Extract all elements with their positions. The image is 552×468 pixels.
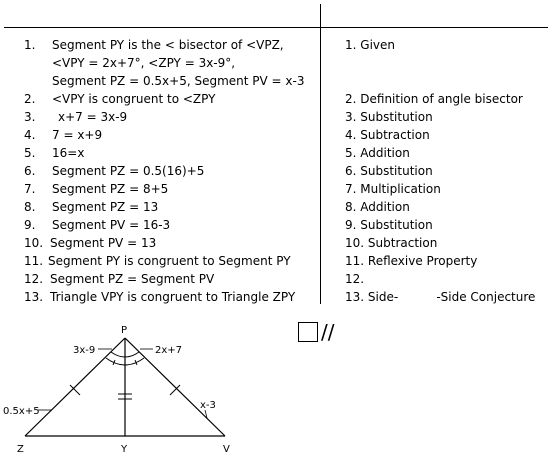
statement-12: Segment PZ = Segment PV [50,272,215,286]
statement-10: Segment PV = 13 [50,236,157,250]
reason-7: 7. Multiplication [345,182,441,196]
angle-left-label: 3x-9 [73,345,96,356]
statement-13-num: 13. [24,290,44,304]
column-divider [320,4,321,304]
triangle-figure [0,318,250,464]
statement-6: Segment PZ = 0.5(16)+5 [52,164,205,178]
reason-2: 2. Definition of angle bisector [345,92,523,106]
reason-4: 4. Subtraction [345,128,430,142]
statement-8-num: 8. [24,200,36,214]
statement-9: Segment PV = 16-3 [52,218,171,232]
reason-5: 5. Addition [345,146,410,160]
side-pv-label: x-3 [200,400,216,411]
statement-7: Segment PZ = 8+5 [52,182,169,196]
statement-11: Segment PY is congruent to Segment PY [48,254,291,268]
reason-8: 8. Addition [345,200,410,214]
side-pz-label: 0.5x+5 [3,406,40,417]
statement-5-num: 5. [24,146,36,160]
reason-3: 3. Substitution [345,110,433,124]
reason-11: 11. Reflexive Property [345,254,478,268]
reason-9: 9. Substitution [345,218,433,232]
answer-slash-marks: // [321,320,335,344]
vertex-p-label: P [121,325,128,336]
reason-12: 12. [345,272,365,286]
statement-11-num: 11. [24,254,44,268]
statement-2-num: 2. [24,92,36,106]
reason-13: 13. Side- -Side Conjecture [345,290,536,304]
reason-10: 10. Subtraction [345,236,438,250]
statement-4: 7 = x+9 [52,128,103,142]
statement-7-num: 7. [24,182,36,196]
table-header-rule [4,27,548,28]
statement-13: Triangle VPY is congruent to Triangle ZPY [50,290,296,304]
statement-9-num: 9. [24,218,36,232]
statement-12-num: 12. [24,272,44,286]
statement-10-num: 10. [24,236,44,250]
vertex-z-label: Z [17,444,24,455]
statement-3: x+7 = 3x-9 [58,110,128,124]
statement-1-num: 1. [24,38,36,52]
statement-6-num: 6. [24,164,36,178]
statement-5: 16=x [52,146,85,160]
reason-1: 1. Given [345,38,395,52]
statement-4-num: 4. [24,128,36,142]
statement-8: Segment PZ = 13 [52,200,159,214]
statement-1-line-3: Segment PZ = 0.5x+5, Segment PV = x-3 [52,74,305,88]
statement-3-num: 3. [24,110,36,124]
answer-blank-box[interactable] [298,322,318,342]
vertex-y-label: Y [121,444,128,455]
vertex-v-label: V [223,444,230,455]
statement-1-line-1: Segment PY is the < bisector of <VPZ, [52,38,284,52]
reason-6: 6. Substitution [345,164,433,178]
angle-right-label: 2x+7 [155,345,183,356]
statement-2: <VPY is congruent to <ZPY [52,92,216,106]
statement-1-line-2: <VPY = 2x+7°, <ZPY = 3x-9°, [52,56,236,70]
